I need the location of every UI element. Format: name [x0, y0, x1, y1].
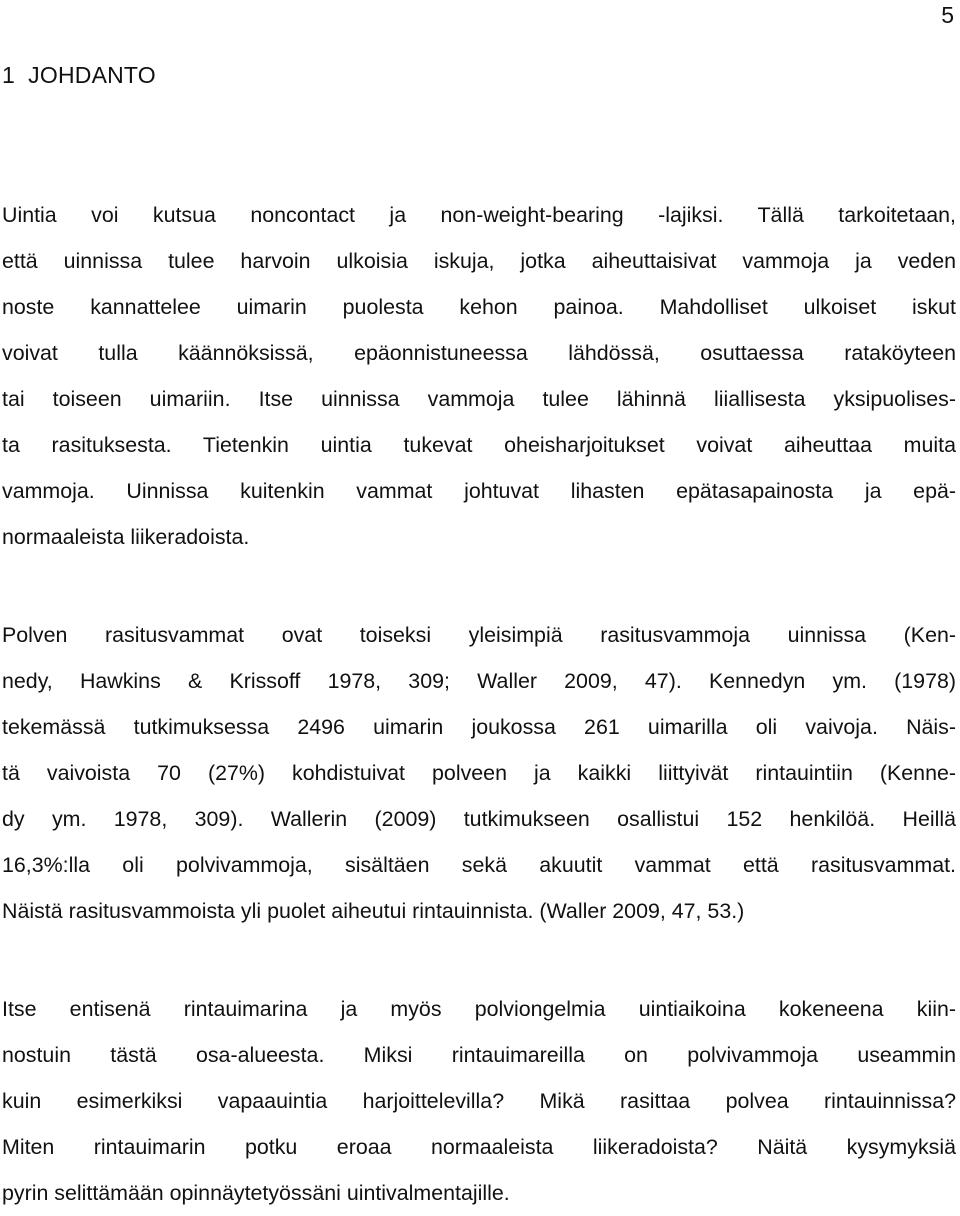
text-line: tai toiseen uimariin. Itse uinnissa vammoja tulee lähinnä liiallisesta yksipuolises- [2, 387, 956, 411]
text-line: pyrin selittämään opinnäytetyössäni uintivalmentajille. [2, 1181, 510, 1205]
page-number: 5 [941, 2, 954, 28]
text-line: nedy, Hawkins & Krissoff 1978, 309; Waller 2009, 47). Kennedyn ym. (1978) [2, 669, 956, 693]
text-line: Näistä rasitusvammoista yli puolet aiheutui rintauinnista. (Waller 2009, 47, 53.) [2, 899, 745, 923]
text-line: vammoja. Uinnissa kuitenkin vammat johtuvat lihasten epätasapainosta ja epä- [2, 479, 956, 503]
text-line: ta rasituksesta. Tietenkin uintia tukevat oheisharjoitukset voivat aiheuttaa muita [2, 433, 956, 457]
text-line: Uintia voi kutsua noncontact ja non-weight-bearing -lajiksi. Tällä tarkoitetaan, [2, 203, 956, 227]
text-line: Itse entisenä rintauimarina ja myös polviongelmia uintiaikoina kokeneena kiin- [2, 997, 956, 1021]
body-paragraph [2, 192, 956, 560]
text-line: noste kannattelee uimarin puolesta kehon painoa. Mahdolliset ulkoiset iskut [2, 295, 956, 319]
body-paragraph [2, 986, 956, 1216]
body-paragraph [2, 612, 956, 934]
chapter-heading: 1 JOHDANTO [2, 62, 156, 88]
text-line: nostuin tästä osa-alueesta. Miksi rintauimareilla on polvivammoja useammin [2, 1043, 956, 1067]
text-line: 16,3%:lla oli polvivammoja, sisältäen sekä akuutit vammat että rasitusvammat. [2, 853, 956, 877]
text-line: että uinnissa tulee harvoin ulkoisia iskuja, jotka aiheuttaisivat vammoja ja veden [2, 249, 956, 273]
text-line: Polven rasitusvammat ovat toiseksi yleisimpiä rasitusvammoja uinnissa (Ken- [2, 623, 956, 647]
text-line: kuin esimerkiksi vapaauintia harjoittelevilla? Mikä rasittaa polvea rintauinnissa? [2, 1089, 956, 1113]
text-line: Miten rintauimarin potku eroaa normaaleista liikeradoista? Näitä kysymyksiä [2, 1135, 956, 1159]
text-line: tä vaivoista 70 (27%) kohdistuivat polveen ja kaikki liittyivät rintauintiin (Kenne- [2, 761, 956, 785]
text-line: voivat tulla käännöksissä, epäonnistuneessa lähdössä, osuttaessa ratakӧyteen [2, 341, 956, 365]
text-line: dy ym. 1978, 309). Wallerin (2009) tutkimukseen osallistui 152 henkilöä. Heillä [2, 807, 956, 831]
text-line: normaaleista liikeradoista. [2, 525, 250, 549]
text-line: tekemässä tutkimuksessa 2496 uimarin joukossa 261 uimarilla oli vaivoja. Näis- [2, 715, 956, 739]
